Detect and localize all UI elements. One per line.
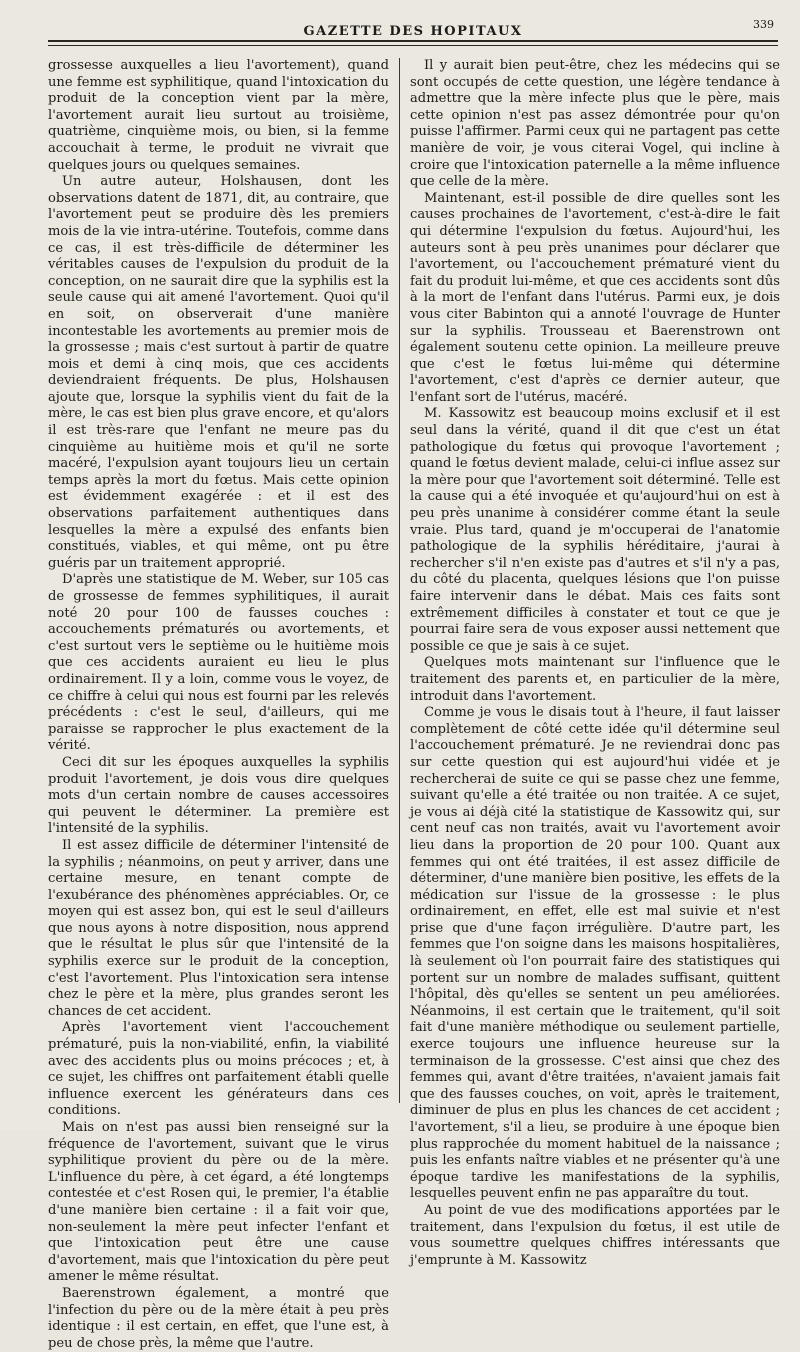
paragraph: Il est assez difficile de déterminer l'intensité de la syphilis ; néanmoins, on peut y arriver, dans une certaine mesure, en tenant compte de l'exubérance des phénomènes appréciables. Or, ce moyen qui est assez bon, qui est le seul d'ailleurs que nous ayons à notre disposition, nous apprend que le résultat le plus sûr que l'intensité de la syphilis exerce sur le produit de la conception, c'est l'avortement. Plus l'intoxication sera intense chez le père et la mère, plus grandes seront les chances de cet accident. [48, 837, 389, 1019]
left-column [48, 58, 389, 1351]
column-divider [399, 58, 400, 1103]
paragraph: Ceci dit sur les époques auxquelles la syphilis produit l'avortement, je dois vous dire quelques mots d'un certain nombre de causes accessoires qui peuvent le déterminer. La première est l'intensité de la syphilis. [48, 754, 389, 837]
page-number: 339 [753, 18, 774, 31]
paragraph: Un autre auteur, Holshausen, dont les observations datent de 1871, dit, au contraire, que l'avortement peut se produire dès les premiers mois de la vie intra-utérine. Toutefois, comme dans ce cas, il est très-difficile de déterminer les véritables causes de l'expulsion du produit de la conception, on ne saurait dire que la syphilis est la seule cause qui ait amené l'avortement. Quoi qu'il en soit, on observerait d'une manière incontestable les avortements au premier mois de la grossesse ; mais c'est surtout à partir de quatre mois et demi à cinq mois, que ces accidents deviendraient fréquents. De plus, Holshausen ajoute que, lorsque la syphilis vient du fait de la mère, le cas est bien plus grave encore, et qu'alors il est très-rare que l'enfant ne meure pas du cinquième au huitième mois et qu'il ne sorte macéré, l'expulsion ayant toujours lieu un certain temps après la mort du fœtus. Mais cette opinion est évidemment exagérée : et il est des observations parfaitement authentiques dans lesquelles la mère a expulsé des enfants bien constitués, viables, et qui même, ont pu être guéris par un traitement approprié. [48, 174, 389, 571]
journal-title: GAZETTE DES HOPITAUX [303, 24, 523, 39]
paragraph: Comme je vous le disais tout à l'heure, il faut laisser complètement de côté cette idée qu'il détermine seul l'accouchement prématuré. Je ne reviendrai donc pas sur cette question qui est aujourd'hui vidée et je rechercherai de suite ce qui se passe chez une femme, suivant qu'elle a été traitée ou non traitée. A ce sujet, je vous ai déjà cité la statistique de Kassowitz qui, sur cent neuf cas non traités, avait vu l'avortement avoir lieu dans la proportion de 20 pour 100. Quant aux femmes qui ont été traitées, il est assez difficile de déterminer, d'une manière bien positive, les effets de la médication sur l'issue de la grossesse : le plus ordinairement, en effet, elle est mal suivie et n'est prise que d'une façon irrégulière. D'autre part, les femmes que l'on soigne dans les maisons hospitalières, là seulement où l'on pourrait faire des statistiques qui portent sur un nombre de malades suffisant, quittent l'hôpital, dès qu'elles se sentent un peu améliorées. Néanmoins, il est certain que le traitement, qu'il soit fait d'une manière méthodique ou seulement partielle, exerce toujours une influence heureuse sur la terminaison de la grossesse. C'est ainsi que chez des femmes qui, avant d'être traitées, n'avaient jamais fait que des fausses couches, on voit, après le traitement, diminuer de plus en plus les chances de cet accident ; l'avortement, s'il a lieu, se produire à une époque bien plus rapprochée du moment habituel de la naissance ; puis les enfants naître viables et ne présenter qu'à une époque tardive les manifestations de la syphilis, lesquelles peuvent enfin ne pas apparaître du tout. [410, 705, 780, 1202]
paragraph: D'après une statistique de M. Weber, sur 105 cas de grossesse de femmes syphilitiques, il aurait noté 20 pour 100 de fausses couches : accouchements prématurés ou avortements, et c'est surtout vers le septième ou le huitième mois que ces accidents auraient eu lieu le plus ordinairement. Il y a loin, comme vous le voyez, de ce chiffre à celui qui nous est fourni par les relevés précédents : c'est le seul, d'ailleurs, qui me paraisse se rapprocher le plus exactement de la vérité. [48, 572, 389, 754]
paragraph: Après l'avortement vient l'accouchement prématuré, puis la non-viabilité, enfin, la viabilité avec des accidents plus ou moins précoces ; et, à ce sujet, les chiffres ont parfaitement établi quelle influence exercent les générateurs dans ces conditions. [48, 1020, 389, 1119]
paragraph: Quelques mots maintenant sur l'influence que le traitement des parents et, en particulier de la mère, introduit dans l'avortement. [410, 655, 780, 704]
header-rule [48, 40, 778, 42]
paragraph: Maintenant, est-il possible de dire quelles sont les causes prochaines de l'avortement, c'est-à-dire le fait qui détermine l'expulsion du fœtus. Aujourd'hui, les auteurs sont à peu près unanimes pour déclarer que l'avortement, ou l'accouchement prématuré vient du fait du produit lui-même, et que ces accidents sont dûs à la mort de l'enfant dans l'utérus. Parmi eux, je dois vous citer Babinton qui a annoté l'ouvrage de Hunter sur la syphilis. Trousseau et Baerenstrown ont également soutenu cette opinion. La meilleure preuve que c'est le fœtus lui-même qui détermine l'avortement, c'est d'après ce dernier auteur, que l'enfant sort de l'utérus, macéré. [410, 190, 780, 405]
paragraph: M. Kassowitz est beaucoup moins exclusif et il est seul dans la vérité, quand il dit que c'est un état pathologique du fœtus qui provoque l'avortement ; quand le fœtus devient malade, celui-ci influe assez sur la mère pour que l'avortement soit déterminé. Telle est la cause qui a été invoquée et qu'aujourd'hui on est à peu près unanime à considérer comme étant la seule vraie. Plus tard, quand je m'occuperai de l'anatomie pathologique de la syphilis héréditaire, j'aurai à rechercher s'il n'en existe pas d'autres et s'il n'y a pas, du côté du placenta, quelques lésions que l'on puisse faire intervenir dans le débat. Mais ces faits sont extrêmement difficiles à constater et tout ce que je pourrai faire sera de vous exposer aussi nettement que possible ce que je sais à ce sujet. [410, 406, 780, 654]
paragraph: Au point de vue des modifications apportées par le traitement, dans l'expulsion du fœtus, il est utile de vous soumettre quelques chiffres intéressants que j'emprunte à M. Kassowitz [410, 1202, 780, 1268]
paragraph: Mais on n'est pas aussi bien renseigné sur la fréquence de l'avortement, suivant que le virus syphilitique provient du père ou de la mère. L'influence du père, à cet égard, a été longtemps contestée et c'est Rosen qui, le premier, l'a établie d'une manière bien certaine : il a fait voir que, non-seulement la mère peut infecter l'enfant et que l'intoxication peut être une cause d'avortement, mais que l'intoxication du père peut amener le même résultat. [48, 1120, 389, 1285]
paragraph: Il y aurait bien peut-être, chez les médecins qui se sont occupés de cette question, une légère tendance à admettre que la mère infecte plus que le père, mais cette opinion n'est pas assez démontrée pour qu'on puisse l'affirmer. Parmi ceux qui ne partagent pas cette manière de voir, je vous citerai Vogel, qui incline à croire que l'intoxication paternelle a la même influence que celle de la mère. [410, 58, 780, 190]
paragraph: Baerenstrown également, a montré que l'infection du père ou de la mère était à peu près identique : il est certain, en effet, que l'une est, à peu de chose près, la même que l'autre. [48, 1285, 389, 1351]
paragraph: grossesse auxquelles a lieu l'avortement), quand une femme est syphilitique, quand l'intoxication du produit de la conception vient par la mère, l'avortement aurait lieu surtout au troisième, quatrième, cinquième mois, ou bien, si la femme accouchait à terme, le produit ne vivrait que quelques jours ou quelques semaines. [48, 58, 389, 173]
page-header [48, 18, 778, 48]
right-column [410, 58, 780, 1268]
header-rule-thin [48, 45, 778, 46]
